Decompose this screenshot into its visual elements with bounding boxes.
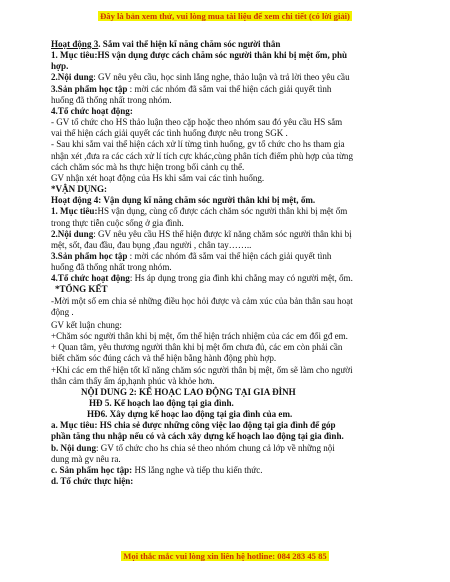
hd4-sanpham-text: : mời các nhóm đã sắm vai thể hiện cách giải quyết tình — [127, 250, 332, 261]
hd3-para-line5: cách chăm sóc mà hs thực hiện trong bối cảnh cụ thể. — [51, 161, 245, 172]
hd3-title-label: Hoạt động 3 — [51, 39, 99, 49]
nd2-sanpham-text: HS lắng nghe và tiếp thu kiến thức. — [132, 464, 263, 475]
hd4-muctieu-text: HS vận dụng, cùng cố được cách chăm sóc người thân khi bị mệt ốm — [97, 206, 348, 217]
nd2-noidung-cont: dung mà gv nêu ra. — [51, 453, 121, 464]
hd5-title: HĐ 5. Kế hoạch lao động tại gia đình. — [89, 398, 234, 408]
hd3-sanpham-cont: huống đã thống nhất trong nhóm. — [51, 94, 172, 105]
tongket-line6: biết chăm sóc đúng cách và thể hiện bằng hành động phù hợp. — [51, 353, 277, 364]
hd4-tochuc-text: : Hs áp dụng trong gia đình khi chẳng may có người mệt, ốm. — [129, 273, 353, 284]
hd4-muctieu-cont: trong thực tiễn cuộc sống ở gia đình. — [51, 217, 184, 228]
nd2-noidung-text: : GV tổ chức cho hs chia sẻ theo nhóm chung cả lớp về những nội — [96, 442, 335, 453]
hd6-title: HĐ6. Xây dựng kế hoạc lao động tại gia đình của em. — [87, 409, 293, 420]
hd4-tochuc-label: 4.Tổ chức hoạt động — [51, 273, 130, 284]
tongket-line2: động . — [51, 306, 74, 317]
hd3-para-line6: GV nhận xét hoạt động của Hs khi sắm vai các tình huống. — [51, 172, 265, 183]
tongket-line1: -Mời một số em chia sẻ những điều học hỏi được và cảm xúc của bản thân sau hoạt — [51, 295, 353, 306]
hd3-sanpham-label: 3.Sản phẩm học tập — [51, 83, 128, 94]
hd4-sanpham-label: 3.Sản phẩm học tập — [51, 250, 128, 261]
hd4-sanpham-cont: huống đã thống nhất trong nhóm. — [51, 262, 172, 273]
hd3-noidung-label: 2.Nội dung — [51, 72, 94, 83]
hd4-noidung-label: 2.Nội dung — [51, 228, 94, 239]
hd4-title: Hoạt động 4: Vận dụng kĩ năng chăm sóc người thân khi bị mệt, ốm. — [51, 195, 316, 206]
nd2-sanpham-label: c. Sản phẩm học tập: — [51, 464, 133, 475]
hd4-noidung-text: : GV nêu yêu cầu HS thể hiện được kĩ năng chăm sóc người thân khi bị — [93, 228, 352, 239]
hd3-para-line1: - GV tổ chức cho HS thảo luận theo cặp hoặc theo nhóm sau đó yêu cầu HS sắm — [51, 117, 343, 128]
hotline-banner — [0, 551, 450, 561]
tongket-line3: GV kết luận chung: — [51, 319, 122, 330]
hd3-para-line4: nhận xét ,đưa ra các cách xử lí tích cực khác,cùng phân tích điểm phù hợp của từng — [51, 150, 353, 161]
nd2-muctieu-line1: a. Mục tiêu: HS chia sẻ được những công việc lao động tại gia đình để góp — [51, 420, 336, 431]
tongket-heading: *TỔNG KẾT — [55, 284, 108, 295]
hd3-muctieu-line1: 1. Mục tiêu:HS vận dụng được cách chăm sóc người thân khi bị mệt ốm, phù — [51, 50, 348, 61]
hd3-tochuc-heading: 4.Tổ chức hoạt động: — [51, 105, 133, 116]
hd3-para-line2: vai thể hiện cách giải quyết các tình huống được nêu trong SGK . — [51, 128, 288, 139]
hd3-muctieu-line2: hợp. — [51, 61, 69, 72]
tongket-line7: +Khi các em thể hiện tốt kĩ năng chăm sóc người thân bị mệt, ốm sẽ làm cho người — [51, 364, 353, 375]
hd3-noidung-text: : GV nêu yêu cầu, học sinh lắng nghe, thảo luận và trả lời theo yêu cầu — [93, 72, 350, 83]
vandung-heading: *VẬN DỤNG: — [51, 184, 108, 195]
hd3-title-rest: . Sắm vai thể hiện kĩ năng chăm sóc người thân — [98, 39, 281, 49]
hd3-para-line3: - Sau khi sắm vai thể hiện cách xử lí từng tình huống, gv tổ chức cho hs tham gia — [51, 139, 345, 150]
hd4-muctieu-label: 1. Mục tiêu: — [51, 206, 98, 217]
preview-banner — [0, 11, 450, 21]
hd3-sanpham-text: : mời các nhóm đã sắm vai thể hiện cách giải quyết tình — [127, 83, 332, 94]
nd2-noidung-label: b. Nội dung — [51, 442, 97, 453]
hotline-banner-text: Mọi thắc mắc vui lòng xin liên hệ hotline: 084 283 45 85 — [123, 551, 327, 561]
document-body — [51, 39, 396, 487]
preview-banner-text: Đây là bản xem thử, vui lòng mua tài liệu để xem chi tiết (có lời giải) — [100, 11, 350, 21]
nd2-title: NỘI DUNG 2: KẾ HOẠC LAO ĐỘNG TẠI GIA ĐÌNH — [81, 386, 296, 397]
tongket-line4: +Chăm sóc người thân khi bị mệt, ốm thể hiện trách nhiệm của các em đối gđ em. — [51, 331, 348, 342]
tongket-line5: + Quan tâm, yêu thương người thân khi bị mệt ốm chưa đủ, các em còn phải cần — [51, 342, 343, 353]
hd4-noidung-cont: mệt, sốt, đau đầu, đau bụng ,đau người , chân tay…….. — [51, 239, 252, 250]
nd2-tochuc-heading: d. Tổ chức thực hiện: — [51, 476, 134, 487]
tongket-line8: thân cảm thấy ấm áp,hạnh phúc và khỏe hơn. — [51, 375, 215, 386]
nd2-muctieu-line2: phần tăng thu nhập nếu có và cách xây dựng kế hoạch lao động tại gia đình. — [51, 431, 344, 442]
